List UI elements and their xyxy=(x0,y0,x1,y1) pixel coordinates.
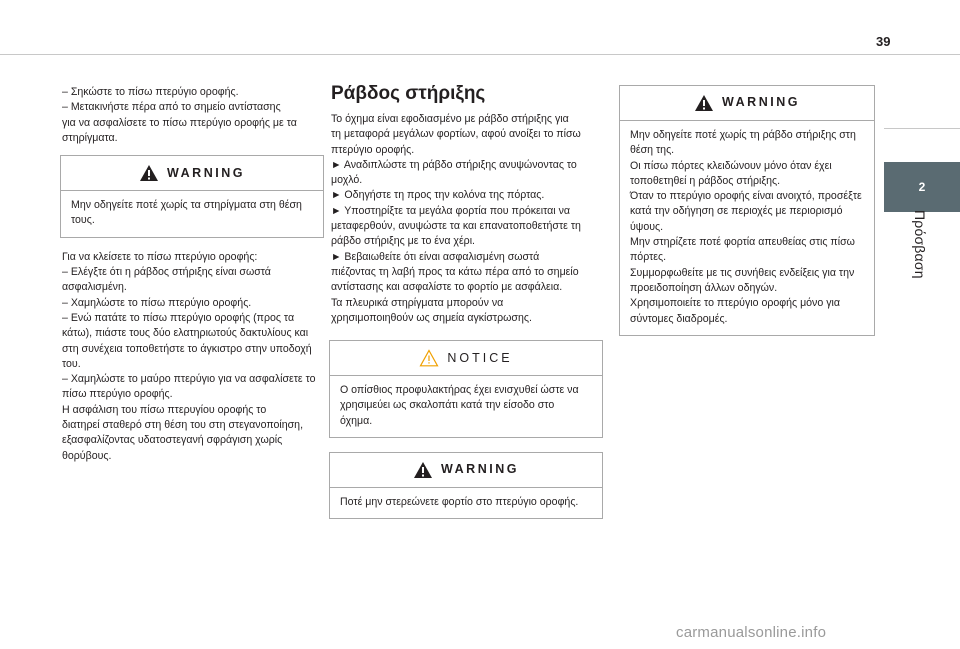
column-2 xyxy=(331,82,603,519)
text-line: όχημα. xyxy=(340,414,373,427)
page-number: 39 xyxy=(876,34,891,49)
text-line: Ποτέ μην στερεώνετε φορτίο στο πτερύγιο οροφής. xyxy=(340,496,579,509)
text-line: θορύβους. xyxy=(62,449,112,462)
text-line: – Χαμηλώστε το πίσω πτερύγιο οροφής. xyxy=(62,296,252,309)
text-line: μοχλό. xyxy=(331,174,363,187)
text-line: χρησιμοποιηθούν ως σημεία αγκίστρωσης. xyxy=(331,311,532,324)
text-line: – Χαμηλώστε το μαύρο πτερύγιο για να ασφαλίσετε το xyxy=(62,373,316,386)
warning-header xyxy=(61,156,323,191)
notice-box xyxy=(329,340,603,438)
text-line: Ο οπίσθιος προφυλακτήρας έχει ενισχυθεί ώστε να xyxy=(340,384,579,397)
chapter-number: 2 xyxy=(918,180,926,194)
text-line: τη μεταφορά μεγάλων φορτίων, αφού ανοίξει το πίσω xyxy=(331,128,581,141)
text-line: κατά την οδήγηση σε περιοχές με περιορισμό xyxy=(630,205,843,218)
warning-box xyxy=(619,85,875,336)
text-line: στηρίγματα. xyxy=(62,131,118,144)
column-1 xyxy=(62,85,330,464)
text-line: ► Υποστηρίξτε τα μεγάλα φορτία που πρόκειται να xyxy=(331,204,571,217)
text-line: σύντομες διαδρομές. xyxy=(630,312,728,325)
text-line: ► Οδηγήστε τη προς την κολόνα της πόρτας. xyxy=(331,189,545,202)
notice-body xyxy=(330,376,602,437)
notice-triangle-icon xyxy=(419,349,439,367)
text-line: κάτω), πιάστε τους δύο ελατηριωτούς δακτυλίους και xyxy=(62,327,309,340)
text-line: ύψους. xyxy=(630,220,664,233)
text-line: Χρησιμοποιείτε το πτερύγιο οροφής μόνο για xyxy=(630,297,840,310)
text-line: αντίστασης και ασφαλίστε το φορτίο με ασφάλεια. xyxy=(331,281,563,294)
text-line: ράβδο στήριξης με το ένα χέρι. xyxy=(331,235,475,248)
text-line: Μην οδηγείτε ποτέ χωρίς τα στηρίγματα στη θέση xyxy=(71,199,302,212)
text-line: τους. xyxy=(71,214,95,227)
support-bar-text xyxy=(331,112,603,326)
text-line: πίσω πτερύγιο οροφής. xyxy=(62,388,173,401)
text-line: εξασφαλίζοντας υδατοστεγανή σφράγιση χωρίς xyxy=(62,434,283,447)
text-line: Μην οδηγείτε ποτέ χωρίς τη ράβδο στήριξης στη xyxy=(630,129,856,141)
text-line: Τα πλευρικά στηρίγματα μπορούν να xyxy=(331,296,504,309)
text-line: Μην στηρίζετε ποτέ φορτία απευθείας στις πίσω xyxy=(630,236,855,249)
text-line: Η ασφάλιση του πίσω πτερυγίου οροφής το xyxy=(62,403,267,416)
notice-label: NOTICE xyxy=(447,350,513,365)
text-line: ► Αναδιπλώστε τη ράβδο στήριξης ανυψώνοντας το xyxy=(331,158,577,171)
warning-header xyxy=(330,453,602,488)
text-line: – Σηκώστε το πίσω πτερύγιο οροφής. xyxy=(62,86,239,98)
text-line: προειδοποίηση άλλων οδηγών. xyxy=(630,281,778,294)
text-line: χρησιμεύει ως σκαλοπάτι κατά την είσοδο στο xyxy=(340,399,555,412)
warning-label: WARNING xyxy=(441,462,519,477)
warning-label: WARNING xyxy=(722,95,800,110)
text-line: – Ενώ πατάτε το πίσω πτερύγιο οροφής (προς τα xyxy=(62,311,295,324)
text-line: πτερύγιο οροφής. xyxy=(331,143,415,156)
text-line: μεταφερθούν, ανυψώστε τα και επανατοποθετήστε τη xyxy=(331,220,581,233)
text-line: πιέζοντας τη λαβή προς τα κάτω πέρα από το σημείο xyxy=(331,265,579,278)
text-line: του. xyxy=(62,357,81,370)
warning-body xyxy=(330,488,602,518)
text-line: Συμμορφωθείτε με τις συνήθεις ενδείξεις για την xyxy=(630,266,855,279)
warning-body xyxy=(620,121,874,335)
closing-instructions xyxy=(62,250,330,464)
column-3 xyxy=(621,85,873,336)
text-line: Όταν το πτερύγιο οροφής είναι ανοιχτό, προσέξτε xyxy=(630,190,862,203)
warning-label: WARNING xyxy=(167,165,245,180)
intro-text xyxy=(62,85,330,146)
text-line: ασφαλισμένη. xyxy=(62,281,127,294)
notice-header xyxy=(330,341,602,376)
chapter-title: Πρόσβαση xyxy=(912,210,928,279)
warning-header xyxy=(620,86,874,121)
warning-triangle-icon xyxy=(139,164,159,182)
text-line: τοποθετηθεί η ράβδος στήριξης. xyxy=(630,174,781,187)
text-line: Για να κλείσετε το πίσω πτερύγιο οροφής: xyxy=(62,250,258,263)
warning-triangle-icon xyxy=(413,461,433,479)
watermark-logo: carmanualsonline.info xyxy=(676,624,827,641)
section-heading: Ράβδος στήριξης xyxy=(331,83,486,104)
header-rule xyxy=(0,54,960,55)
text-line: – Ελέγξτε ότι η ράβδος στήριξης είναι σωστά xyxy=(62,266,271,279)
text-line: θέση της. xyxy=(630,144,675,157)
text-line: Το όχημα είναι εφοδιασμένο με ράβδο στήριξης για xyxy=(331,113,569,125)
warning-box xyxy=(329,452,603,519)
text-line: ► Βεβαιωθείτε ότι είναι ασφαλισμένη σωστά xyxy=(331,250,540,263)
text-line: διατηρεί σταθερό στη θέση του στη στεγανοποίηση, xyxy=(62,419,304,432)
text-line: Οι πίσω πόρτες κλειδώνουν μόνο όταν έχει xyxy=(630,159,832,172)
text-line: πόρτες. xyxy=(630,251,667,264)
text-line: στη συνέχεια τοποθετήστε το άγκιστρο στην υποδοχή xyxy=(62,342,312,355)
warning-triangle-icon xyxy=(694,94,714,112)
warning-box xyxy=(60,155,324,238)
side-tab-rule xyxy=(884,128,960,129)
warning-body xyxy=(61,191,323,237)
chapter-tab[interactable] xyxy=(884,162,960,212)
text-line: για να ασφαλίσετε το πίσω πτερύγιο οροφής με τα xyxy=(62,116,297,129)
text-line: – Μετακινήστε πέρα από το σημείο αντίστασης xyxy=(62,101,281,114)
